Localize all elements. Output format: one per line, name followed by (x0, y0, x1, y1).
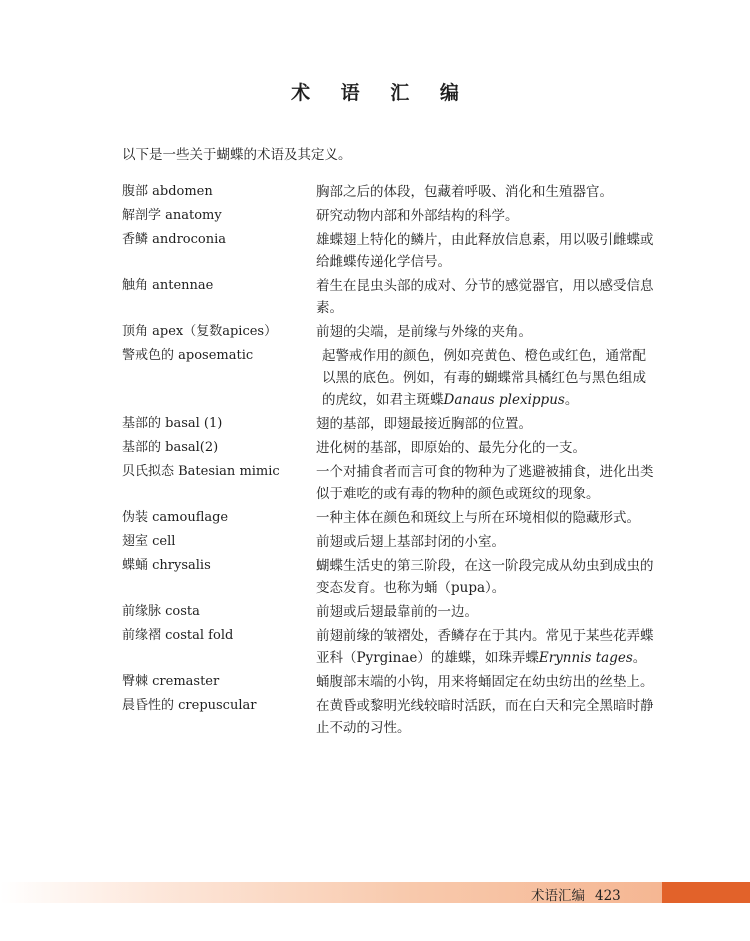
glossary-term: 顶角 apex（复数apices） (122, 324, 278, 339)
glossary-entry (122, 229, 662, 273)
glossary-definition: 一个对捕食者而言可食的物种为了逃避被捕食，进化出类似于难吃的或有毒的物种的颜色或斑纹的现象。 (316, 464, 654, 502)
glossary-definition: 蛹腹部末端的小钩，用来将蛹固定在幼虫纺出的丝垫上。 (316, 674, 654, 690)
glossary-term: 触角 antennae (122, 278, 214, 293)
glossary-definition: 胸部之后的体段，包藏着呼吸、消化和生殖器官。 (316, 184, 613, 200)
glossary-definition (316, 345, 656, 411)
footer (531, 884, 621, 904)
glossary-definition: 一种主体在颜色和斑纹上与所在环境相似的隐藏形式。 (316, 510, 640, 526)
glossary-term: 臀棘 cremaster (122, 674, 220, 689)
glossary-term: 基部的 basal (1) (122, 416, 223, 431)
glossary-term: 晨昏性的 crepuscular (122, 698, 257, 713)
glossary-definition (316, 625, 656, 669)
glossary-entry (122, 601, 662, 623)
definition-text: 起警戒作用的颜色，例如亮黄色、橙色或红色，通常配以黑的底色。例如，有毒的蝴蝶常具橘红色与黑色组成的虎纹，如君主斑蝶 (322, 348, 646, 408)
glossary-entry (122, 181, 662, 203)
definition-text: 前翅前缘的皱褶处，香鳞存在于其内。常见于某些花弄蝶亚科（Pyrginae）的雄蝶，如珠弄蝶 (316, 628, 654, 666)
scientific-name: Erynnis tages (538, 650, 633, 666)
glossary-term: 基部的 basal(2) (122, 440, 219, 455)
glossary-term: 警戒色的 aposematic (122, 348, 254, 363)
glossary-definition: 前翅的尖端，是前缘与外缘的夹角。 (316, 324, 532, 340)
glossary-entry (122, 275, 662, 319)
footer-bar (0, 882, 750, 903)
glossary-definition: 着生在昆虫头部的成对、分节的感觉器官，用以感受信息素。 (316, 278, 654, 316)
intro-text: 以下是一些关于蝴蝶的术语及其定义。 (122, 147, 352, 163)
glossary-list (122, 181, 662, 741)
glossary-definition: 前翅或后翅最靠前的一边。 (316, 604, 478, 620)
definition-text: 。 (632, 650, 647, 666)
glossary-entry (122, 205, 662, 227)
glossary-definition: 雄蝶翅上特化的鳞片，由此释放信息素，用以吸引雌蝶或给雌蝶传递化学信号。 (316, 232, 654, 270)
glossary-definition: 在黄昏或黎明光线较暗时活跃，而在白天和完全黑暗时静止不动的习性。 (316, 698, 654, 736)
glossary-entry (122, 507, 662, 529)
glossary-entry (122, 695, 662, 739)
glossary-term: 伪装 camouflage (122, 510, 229, 525)
glossary-definition: 翅的基部，即翅最接近胸部的位置。 (316, 416, 532, 432)
definition-text: 。 (564, 392, 579, 408)
glossary-entry (122, 413, 662, 435)
page-title: 术 语 汇 编 (291, 82, 471, 104)
footer-accent-block (662, 882, 750, 903)
glossary-term: 前缘褶 costal fold (122, 628, 234, 643)
glossary-term: 解剖学 anatomy (122, 208, 222, 223)
glossary-entry (122, 625, 662, 669)
glossary-definition: 进化树的基部，即原始的、最先分化的一支。 (316, 440, 586, 456)
glossary-term: 贝氏拟态 Batesian mimic (122, 464, 280, 479)
glossary-entry (122, 345, 662, 411)
glossary-term: 腹部 abdomen (122, 184, 213, 199)
glossary-entry (122, 671, 662, 693)
glossary-entry (122, 531, 662, 553)
glossary-term: 蝶蛹 chrysalis (122, 558, 211, 573)
glossary-definition: 蝴蝶生活史的第三阶段，在这一阶段完成从幼虫到成虫的变态发育。也称为蛹（pupa）。 (316, 558, 654, 596)
glossary-entry (122, 461, 662, 505)
scientific-name: Danaus plexippus (443, 392, 565, 408)
glossary-definition: 研究动物内部和外部结构的科学。 (316, 208, 519, 224)
page-number: 423 (595, 888, 621, 904)
glossary-term: 前缘脉 costa (122, 604, 200, 619)
glossary-entry (122, 437, 662, 459)
glossary-term: 翅室 cell (122, 534, 176, 549)
glossary-entry (122, 555, 662, 599)
glossary-entry (122, 321, 662, 343)
glossary-term: 香鳞 androconia (122, 232, 227, 247)
footer-section-title: 术语汇编 (531, 888, 585, 904)
glossary-definition: 前翅或后翅上基部封闭的小室。 (316, 534, 505, 550)
